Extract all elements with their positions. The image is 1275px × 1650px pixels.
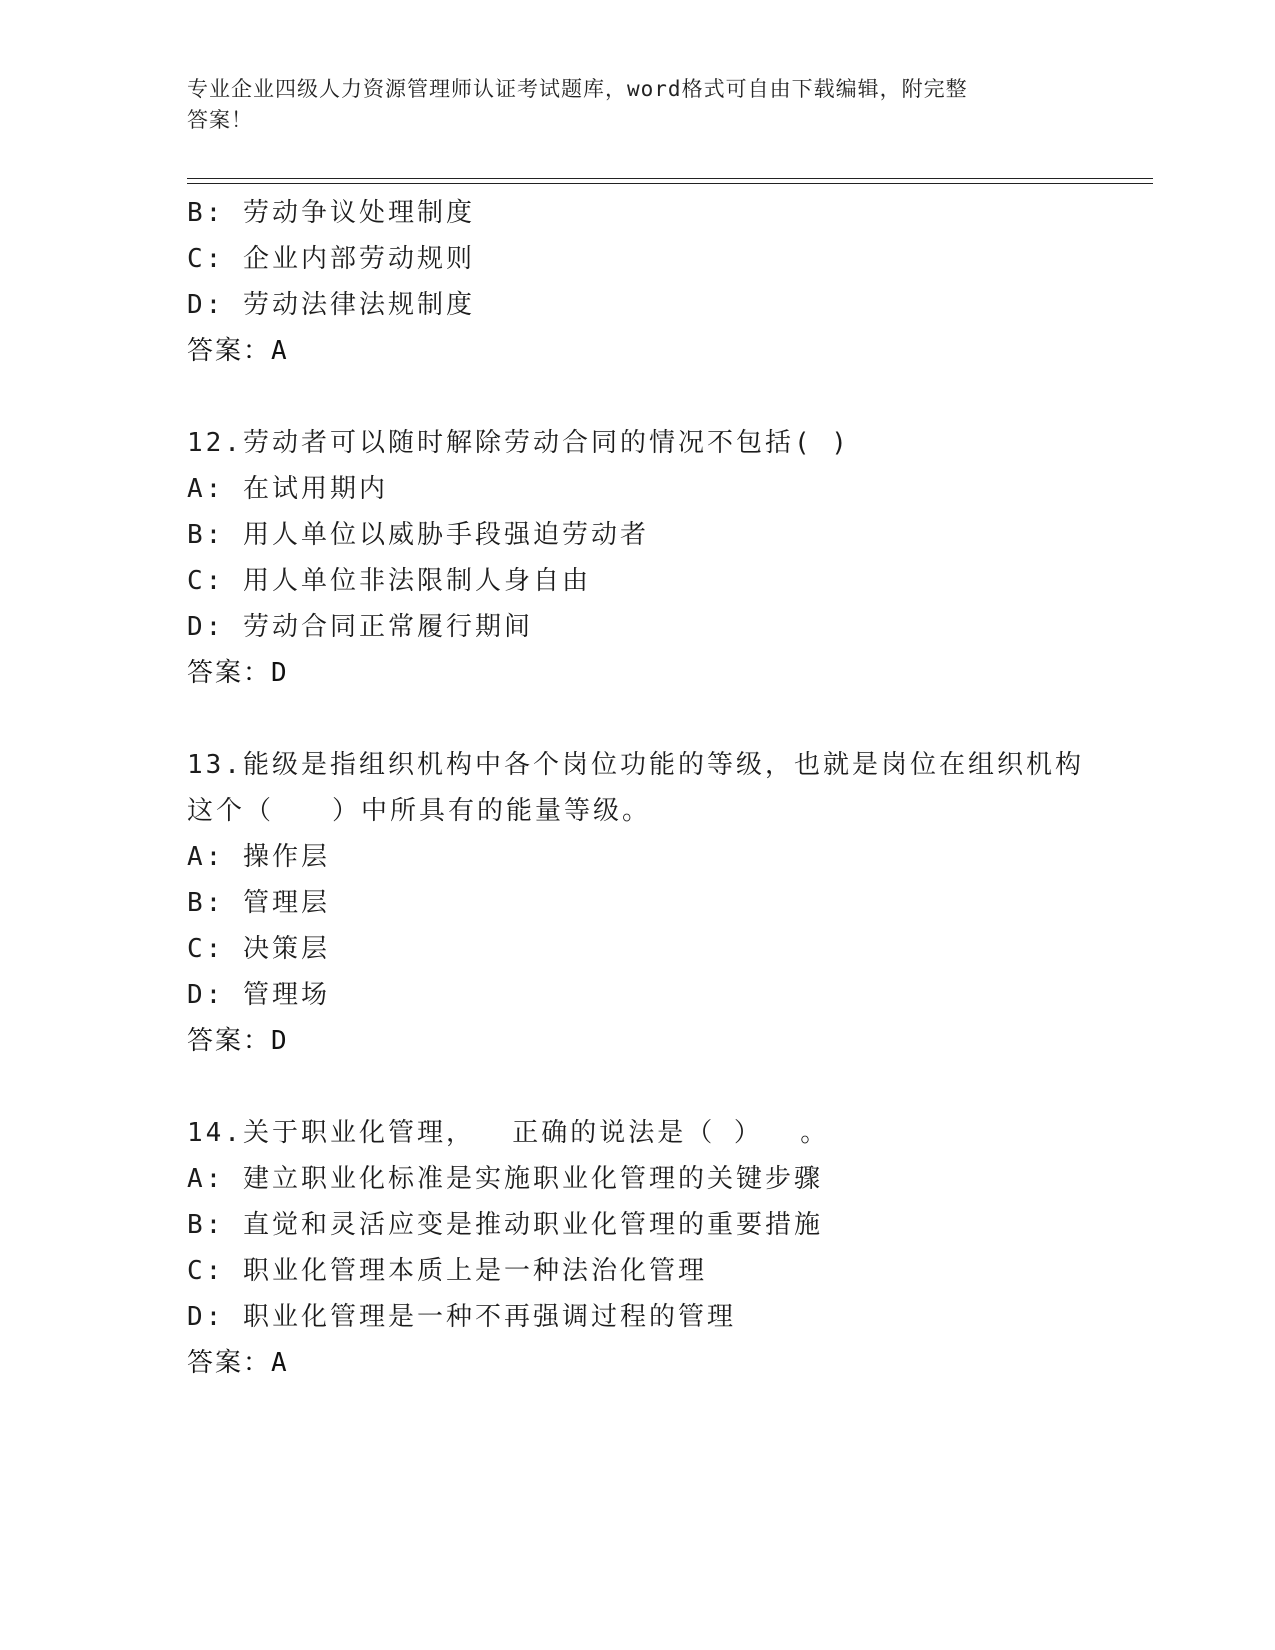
option-a: A: 操作层 xyxy=(187,842,330,872)
header-divider-bottom xyxy=(187,183,1153,184)
option-b: B: 管理层 xyxy=(187,888,330,918)
option-b: B: 直觉和灵活应变是推动职业化管理的重要措施 xyxy=(187,1210,823,1240)
header-line-1: 专业企业四级人力资源管理师认证考试题库，word格式可自由下载编辑，附完整 xyxy=(187,77,968,101)
question-stem-line-1: 13.能级是指组织机构中各个岗位功能的等级，也就是岗位在组织机构 xyxy=(187,750,1084,780)
option-d: D: 管理场 xyxy=(187,980,330,1010)
question-12 xyxy=(187,420,1147,696)
header-line-2: 答案！ xyxy=(187,108,253,132)
question-14 xyxy=(187,1110,1147,1386)
option-c: C: 职业化管理本质上是一种法治化管理 xyxy=(187,1256,707,1286)
header-divider-top xyxy=(187,178,1153,179)
option-d: D: 职业化管理是一种不再强调过程的管理 xyxy=(187,1302,736,1332)
answer-label: 答案：A xyxy=(187,1348,289,1378)
option-c: C: 企业内部劳动规则 xyxy=(187,244,475,274)
option-c: C: 用人单位非法限制人身自由 xyxy=(187,566,591,596)
document-header xyxy=(187,74,1087,136)
question-11-tail xyxy=(187,190,1147,374)
question-stem: 14.关于职业化管理， 正确的说法是（ ） 。 xyxy=(187,1118,830,1148)
option-b: B: 用人单位以威胁手段强迫劳动者 xyxy=(187,520,649,550)
question-stem-line-2: 这个（ ）中所具有的能量等级。 xyxy=(187,796,652,826)
question-spacer xyxy=(187,374,1147,420)
option-d: D: 劳动合同正常履行期间 xyxy=(187,612,533,642)
question-13 xyxy=(187,742,1147,1064)
option-d: D: 劳动法律法规制度 xyxy=(187,290,475,320)
answer-label: 答案：A xyxy=(187,336,289,366)
answer-label: 答案：D xyxy=(187,1026,289,1056)
option-a: A: 建立职业化标准是实施职业化管理的关键步骤 xyxy=(187,1164,823,1194)
option-a: A: 在试用期内 xyxy=(187,474,388,504)
question-spacer xyxy=(187,1064,1147,1110)
answer-label: 答案：D xyxy=(187,658,289,688)
option-c: C: 决策层 xyxy=(187,934,330,964)
question-spacer xyxy=(187,696,1147,742)
option-b: B: 劳动争议处理制度 xyxy=(187,198,475,228)
question-list xyxy=(187,190,1147,1386)
question-stem: 12.劳动者可以随时解除劳动合同的情况不包括( ) xyxy=(187,428,850,458)
